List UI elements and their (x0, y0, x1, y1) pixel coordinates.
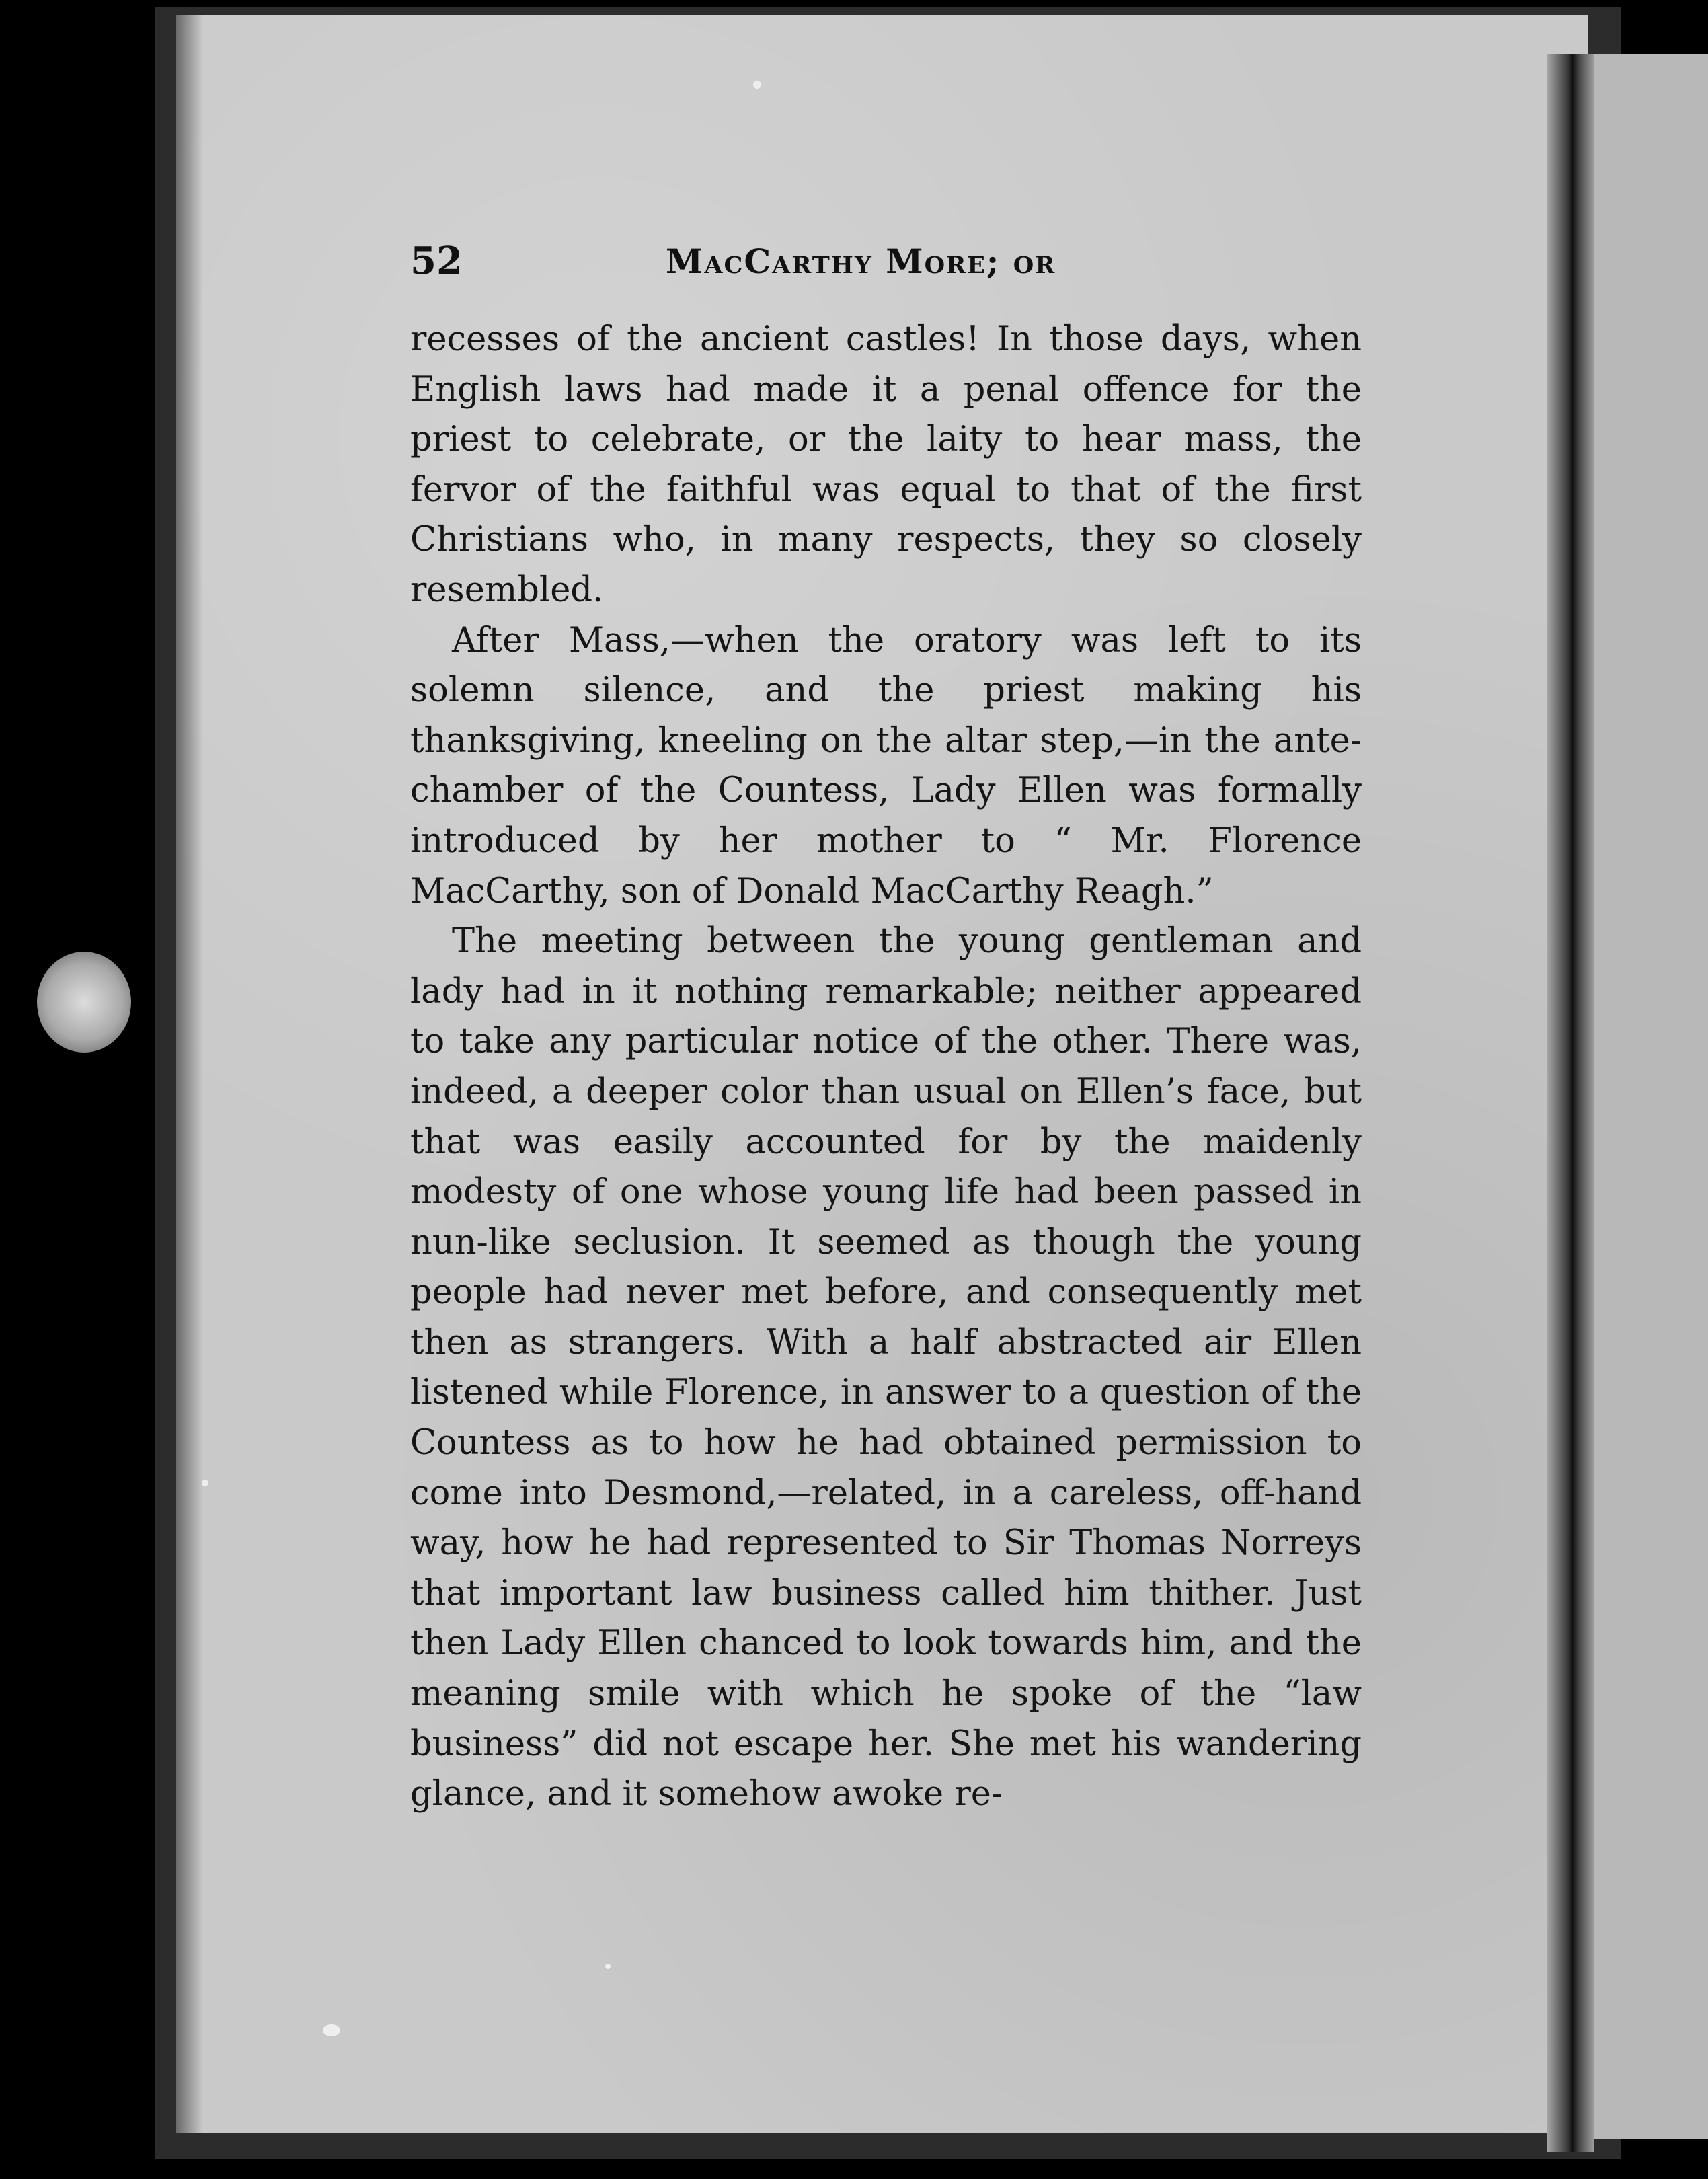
facing-page-edge (1594, 54, 1708, 2139)
paragraph: recesses of the ancient castles! In those days, when English laws had made it a penal offence for the priest to celebrate, or the laity to hear mass, the fervor of the faithful was equal to that of the first Christians who, in many respects, they so closely resembled. (410, 319, 1362, 610)
dust-speck (323, 2024, 340, 2036)
paragraph: The meeting between the young gentleman and lady had in it nothing remarkable; neither appeared to take any particular notice of the other. There was, indeed, a deeper color than usual on Ellen’s face, but that was easily accounted for by the maidenly modesty of one whose young life had been passed in nun-like seclusion. It seemed as though the young people had never met before, and consequently met then as strangers. With a half abstracted air Ellen listened while Florence, in answer to a question of the Countess as to how he had obtained permission to come into Desmond,—related, in a careless, off-hand way, how he had represented to Sir Thomas Norreys that important law business called him thither. Just then Lady Ellen chanced to look towards him, and the meaning smile with which he spoke of the “law business” did not escape her. She met his wandering glance, and it somehow awoke re- (410, 921, 1362, 1814)
binding-hole (37, 952, 131, 1053)
dust-speck (202, 1480, 208, 1486)
dust-speck (605, 1964, 611, 1969)
dust-speck (753, 81, 761, 89)
page-shadow (176, 15, 203, 2133)
page-number: 52 (410, 239, 463, 283)
body-text (410, 315, 1362, 1820)
book-gutter (1547, 54, 1594, 2152)
page-header (410, 239, 1365, 293)
running-head: MacCarthy More; or (666, 241, 1056, 281)
paragraph: After Mass,—when the oratory was left to its solemn silence, and the priest making his thanksgiving, kneeling on the altar step,—in the ante-chamber of the Countess, Lady Ellen was formally introduced by her mother to “ Mr. Florence MacCarthy, son of Donald MacCarthy Reagh.” (410, 620, 1362, 911)
